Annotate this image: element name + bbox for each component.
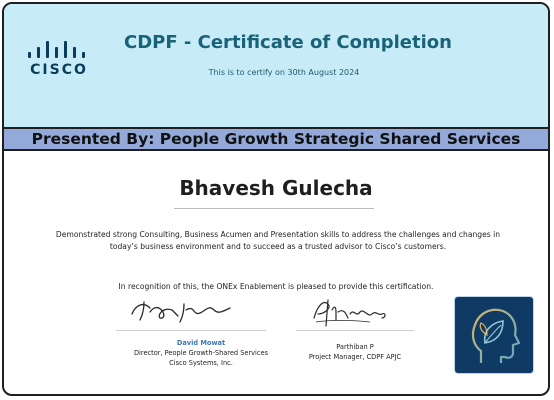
cisco-wordmark: CISCO [30,62,88,78]
head-leaf-icon [454,296,534,374]
signature-line-2 [296,330,414,331]
presented-by-banner: Presented By: People Growth Strategic Shared Services [4,127,548,151]
statement-line-1: Demonstrated strong Consulting, Business Acumen and Presentation skills to address the challenges and changes in [55,230,501,239]
recognition-line: In recognition of this, the ONEx Enablement is pleased to provide this certification. [118,282,434,291]
certify-date-line: This is to certify on 30th August 2024 [208,68,360,77]
signatory-name: Parthiban P [336,343,374,351]
signatory-block-1 [96,338,306,368]
signatory-name: David Mowat [176,339,226,347]
recipient-underline [174,208,374,209]
signature-parthiban [310,296,390,330]
signature-line-1 [116,330,266,331]
certificate-title: CDPF - Certificate of Completion [124,32,452,53]
signatory-block-2 [280,342,430,362]
signatory-org: Cisco Systems, Inc. [169,359,233,367]
recipient-name: Bhavesh Gulecha [179,176,373,200]
certificate-frame [2,2,550,396]
signatory-title: Director, People Growth-Shared Services [133,349,269,357]
signature-david-mowat [126,296,236,326]
cisco-bars-icon [28,40,90,58]
statement-line-2: today’s business environment and to succeed as a trusted advisor to Cisco’s customers. [109,242,447,251]
cisco-logo [24,40,94,80]
achievement-statement [38,229,518,253]
certificate-header [4,4,548,127]
signatory-title: Project Manager, CDPF APJC [308,353,402,361]
